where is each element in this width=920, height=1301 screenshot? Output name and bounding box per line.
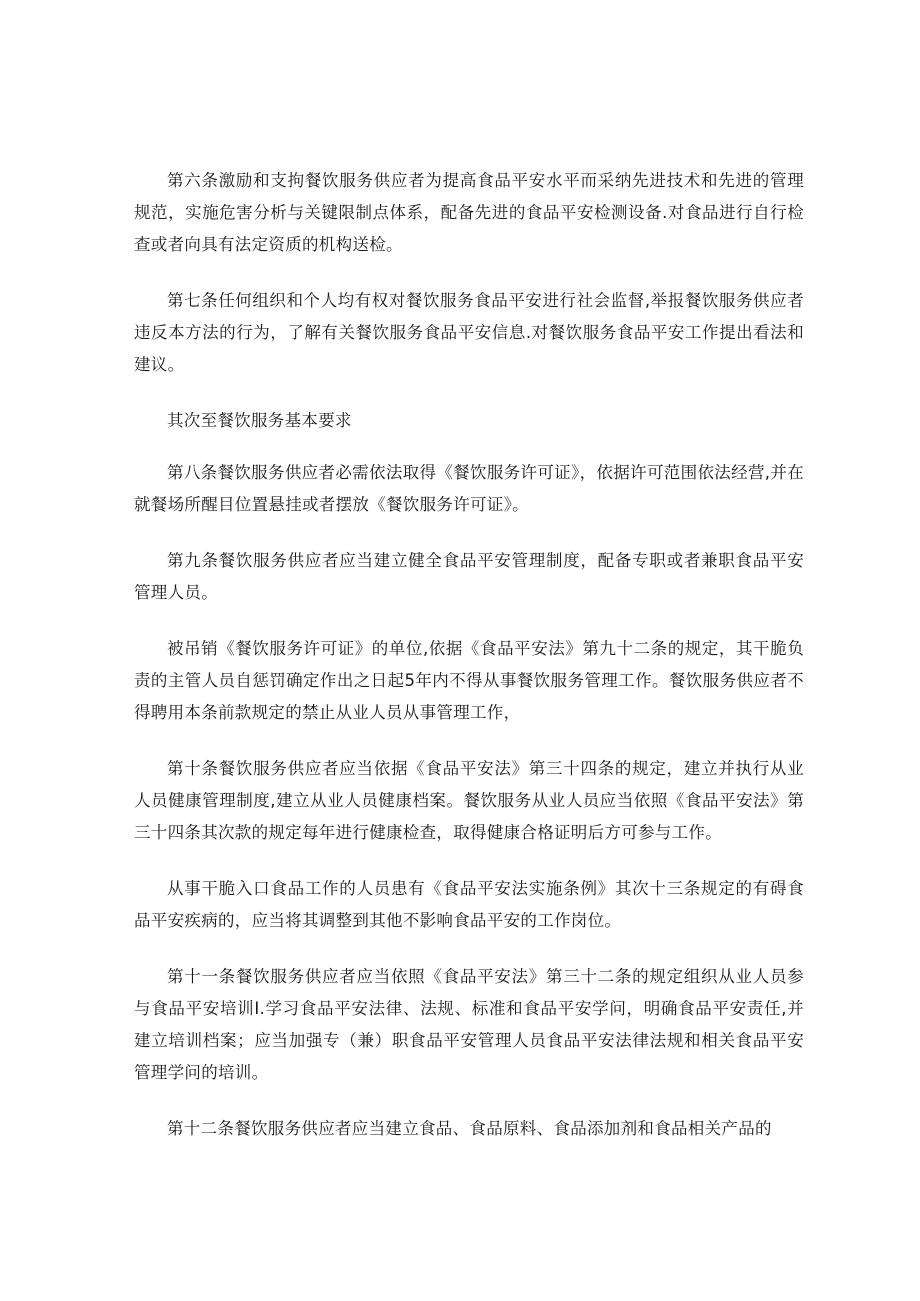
paragraph-revoked-license: 被吊销《餐饮服务许可证》的单位,依据《食品平安法》第九十二条的规定，其干脆负责的主管人员自惩罚确定作出之日起5年内不得从事餐饮服务管理工作。餐饮服务供应者不得聘用本条前款规定的禁止从业人员从事管理工作， — [134, 639, 804, 722]
paragraph-article-10: 第十条餐饮服务供应者应当依据《食品平安法》第三十四条的规定，建立并执行从业人员健康管理制度,建立从业人员健康档案。餐饮服务从业人员应当依照《食品平安法》第三十四条其次款的规定每年进行健康检查，取得健康合格证明后方可参与工作。 — [134, 759, 804, 842]
section-heading: 其次至餐饮服务基本要求 — [167, 411, 352, 430]
paragraph-article-12: 第十二条餐饮服务供应者应当建立食品、食品原料、食品添加剂和食品相关产品的 — [167, 1119, 772, 1138]
document-body — [134, 165, 804, 1169]
paragraph-article-6: 第六条激励和支拘餐饮服务供应者为提高食品平安水平而采纳先进技术和先进的管理规范，实施危害分析与关键限制点体系，配备先进的食品平安检测设备.对食品进行自行检查或者向具有法定资质的机构送检。 — [134, 171, 804, 254]
paragraph-article-9: 第九条餐饮服务供应者应当建立健全食品平安管理制度，配备专职或者兼职食品平安管理人员。 — [134, 551, 804, 602]
paragraph-article-11: 第十一条餐饮服务供应者应当依照《食品平安法》第三十二条的规定组织从业人员参与食品平安培训I.学习食品平安法律、法规、标准和食品平安学问，明确食品平安责任,并建立培训档案；应当加强专（兼）职食品平安管理人员食品平安法律法规和相关食品平安管理学问的培训。 — [134, 967, 804, 1082]
paragraph-direct-food-workers: 从事干脆入口食品工作的人员患有《食品平安法实施条例》其次十三条规定的有碍食品平安疾病的，应当将其调整到其他不影响食品平安的工作岗位。 — [134, 879, 804, 930]
paragraph-article-7: 第七条任何组织和个人均有权对餐饮服务食品平安进行社会监督,举报餐饮服务供应者违反本方法的行为，了解有关餐饮服务食品平安信息.对餐饮服务食品平安工作提出看法和建议。 — [134, 291, 804, 374]
paragraph-article-8: 第八条餐饮服务供应者必需依法取得《餐饮服务许可证》，依据许可范围依法经营,并在就餐场所醒目位置悬挂或者摆放《餐饮服务许可证》。 — [134, 463, 804, 514]
